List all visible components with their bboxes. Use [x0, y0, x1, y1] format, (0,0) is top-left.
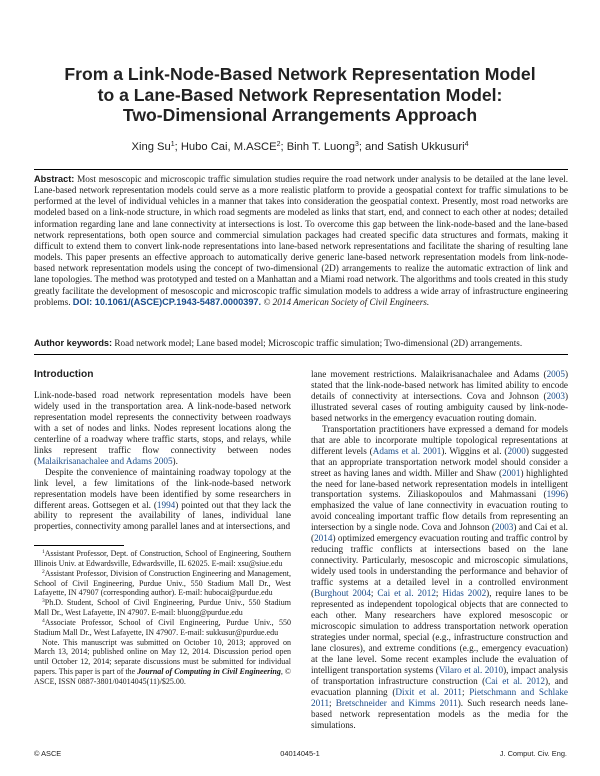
body-text: ), and evacuation planning ( [311, 675, 568, 697]
body-text: ) emphasized the value of lane connectivity in evacuation routing to avoid concealing important traffic flow details from representing an intersection by a single node. Cova and Johnson ( [311, 489, 568, 533]
keywords-text: Road network model; Lane based model; Microscopic traffic simulation; Two-dimensional (2D) arrangements. [114, 338, 523, 348]
manuscript-note [34, 638, 291, 687]
body-text: ). Wiggins et al. ( [441, 445, 508, 456]
abstract-text: Most mesoscopic and microscopic traffic simulation studies require the road network under analysis to be detailed at the lane level. Lane-based network representation models could serve as a more realistic platform to provide a geospatial context for traffic simulations to be performed at the level of individual vehicles in a manner that takes into consideration the geospatial context. Presently, most road networks are modeled based on a link-node structure, in which road segments are modeled as links that start, end, and connect to each other at nodes; detailed information regarding lane and lane connectivity at intersections is lost. To overcome this gap between the link-node-based and the lane-based network representations, both open source and commercial simulation packages had created specific data structures and formats, making it difficult to extend them to convert link-node representations into lane-based network representations and facilitate the sharing of resulting lane models. This paper presents an effective approach to automatically derive generic lane-based network representation models from link-node-based network representation models using the concept of two-dimensional (2D) arrangements to realize the automatic extraction of link and lane topologies. The method was prototyped and tested on a Manhattan and a Miami road network. The algorithms and tools created in this study greatly facilitate the development of mesoscopic and microscopic traffic simulation models to address a wide array of infrastructure engineering problems. [34, 174, 569, 307]
body-text: ; [435, 588, 443, 599]
footnotes [34, 545, 291, 687]
citation-link[interactable]: 2005 [546, 369, 565, 379]
author-affiliation-mark: 3 [354, 141, 359, 148]
footnote-mark: 2 [42, 568, 45, 575]
body-paragraph [34, 390, 291, 467]
footnote-list [34, 549, 291, 638]
author-affiliation-mark: 2 [276, 141, 281, 148]
paper-title [40, 64, 560, 126]
body-text: ), require lanes to be represented as independent topological objects that are connected to each other. Many researchers have explored mesoscopic or microscopic simulation to address transportation network operation strategies under normal, special (e.g., infrastructure construction and lane closures), and extreme conditions (e.g., emergency evacuation) at the lane level. Some recent examples include the evaluation of intelligent transportation systems ( [311, 588, 568, 675]
citation-link[interactable]: Cai et al. 2012 [485, 675, 545, 686]
citation-link[interactable]: 2003 [495, 522, 514, 533]
left-column-body [34, 390, 291, 532]
author-separator: ; [280, 141, 287, 153]
abstract-label: Abstract: [34, 174, 75, 184]
affiliation-footnote [34, 569, 291, 599]
citation-link[interactable]: 1994 [156, 499, 176, 510]
body-text: Despite the convenience of maintaining roadway topology at the link level, a few limitations of the link-node-based network representation models have been identified by some researchers in different areas. Gottsegen et al. ( [34, 466, 291, 510]
footnote-text: Assistant Professor, Division of Construction Engineering and Management, School of Civil Engineering, Purdue Univ., 550 Stadium Mall Dr., West Lafayette, IN 47907 (corresponding author). E-mail: hubocai@purdue.edu [34, 568, 291, 598]
title-line: Two-Dimensional Arrangements Approach [122, 105, 478, 125]
citation-link[interactable]: Pietschmann and Schlake 2011 [311, 686, 568, 708]
citation-link[interactable]: Vilaro et al. 2010 [438, 664, 504, 675]
author-affiliation-mark: 1 [170, 141, 175, 148]
body-text: ) illustrated several cases of routing ambiguity caused by link-node-based networks in the emergency evacuation routing domain. [311, 390, 568, 423]
citation-link[interactable]: 1996 [546, 489, 565, 500]
author-list [40, 140, 560, 154]
body-paragraph [311, 369, 568, 424]
body-text: ) highlighted the need for lane-based network representation models in intelligent transportation systems. Ziliaskopoulos and Mahmassani ( [311, 467, 568, 500]
copyright-notice: © 2014 American Society of Civil Engineers. [263, 296, 430, 307]
left-column [34, 369, 291, 532]
author-affiliation-mark: 4 [464, 141, 469, 148]
keywords-label: Author keywords: [34, 338, 113, 348]
section-heading: Introduction [34, 369, 94, 380]
abstract [34, 174, 568, 308]
footnote-mark: 3 [42, 598, 45, 605]
doi-link[interactable]: DOI: 10.1061/(ASCE)CP.1943-5487.0000397. [72, 296, 262, 307]
citation-link[interactable]: Cai et al. 2012 [377, 588, 436, 599]
body-text: ) and Cai et al. ( [311, 522, 568, 544]
footer-publisher: © ASCE [34, 749, 62, 758]
body-text: ) suggested that an appropriate transportation network model should consider a street as having lanes and width. Miller and Shaw ( [311, 445, 569, 478]
footer-journal: J. Comput. Civ. Eng. [499, 749, 567, 758]
footnote-mark: 1 [42, 549, 45, 555]
body-text: ), impact analysis of transportation infrastructure construction ( [311, 664, 568, 686]
abstract-bottom-rule [34, 354, 568, 355]
affiliation-footnote [34, 598, 291, 618]
author-name: Xing Su [131, 141, 171, 153]
footnote-text: Ph.D. Student, School of Civil Engineering, Purdue Univ., 550 Stadium Mall Dr., West Lafayette, IN 47907. E-mail: bluong@purdue.edu [34, 598, 291, 618]
footnote-text: Assistant Professor, Dept. of Construction, School of Engineering, Southern Illinois Univ. at Edwardsville, Edwardsville, IL 62025. E-mail: xsu@siue.edu [34, 549, 291, 568]
footnote-text: Associate Professor, School of Civil Engineering, Purdue Univ., 550 Stadium Mall Dr., West Lafayette, IN 47907. E-mail: sukkusur@purdue.edu [34, 617, 291, 637]
abstract-top-rule [34, 169, 568, 170]
title-line: to a Lane-Based Network Representation Model: [97, 84, 503, 105]
citation-link[interactable]: Adams et al. 2001 [372, 445, 442, 456]
footnote-rule [34, 545, 124, 546]
author-keywords [34, 338, 568, 349]
author-name: Hubo Cai, M.ASCE [180, 141, 277, 153]
author-name: Binh T. Luong [286, 141, 355, 153]
body-text: ) pointed out that they lack the ability to represent the availability of lanes, individual lane properties, connectivity among parallel lanes and at intersections, and [34, 499, 292, 532]
citation-link[interactable]: Bretschneider and Kimms 2011 [335, 697, 458, 708]
body-text: ; [370, 588, 378, 599]
author-separator: ; and [358, 141, 387, 153]
body-text: lane movement restrictions. Malaikrisanachalee and Adams ( [311, 369, 547, 379]
body-text: ; [329, 697, 336, 708]
citation-link[interactable]: Hidas 2002 [442, 588, 487, 599]
body-text: ). [172, 455, 178, 466]
body-text: Link-node-based road network representation models have been widely used in the transportation area. A link-node-based network representation model represents the connectivity between roadways with a set of nodes and links. Nodes represent locations along the centerline of a roadway where traffic starts, stops, and relays, while links represent traffic flow connectivity between nodes ( [34, 390, 291, 466]
body-text: ). Such research needs lane-based network representation models as the media for the simulations. [311, 697, 568, 730]
citation-link[interactable]: 2014 [314, 533, 333, 544]
citation-link[interactable]: 2003 [546, 390, 565, 401]
journal-name: Journal of Computing in Civil Engineering [137, 667, 281, 677]
note-text: Note. This manuscript was submitted on October 10, 2013; approved on March 13, 2014; published online on May 12, 2014. Discussion period open until October 12, 2014; separate discussions must be submitted for individual papers. This paper is part of the [34, 637, 291, 677]
body-text: Transportation practitioners have expressed a demand for models that are able to incorporate multiple topological representations at different levels ( [311, 423, 568, 456]
citation-link[interactable]: 2001 [502, 467, 521, 478]
right-column-body [311, 369, 568, 730]
citation-link[interactable]: Malaikrisanachalee and Adams 2005 [37, 455, 173, 466]
citation-link[interactable]: Dixit et al. 2011 [395, 686, 463, 697]
body-text: ; [462, 686, 470, 697]
footer-page-id: 04014045-1 [280, 749, 320, 758]
title-line: From a Link-Node-Based Network Representation Model [64, 64, 536, 84]
affiliation-footnote [34, 618, 291, 638]
right-column [311, 369, 568, 730]
body-paragraph [34, 467, 291, 533]
citation-link[interactable]: Burghout 2004 [314, 588, 371, 599]
body-text: ) stated that the link-node-based network has limited ability to encode details of connectivity at intersections. Cova and Johnson ( [311, 369, 568, 401]
affiliation-footnote [34, 549, 291, 569]
footnote-mark: 4 [42, 617, 45, 624]
citation-link[interactable]: 2000 [507, 445, 526, 456]
author-separator: ; [174, 141, 181, 153]
body-paragraph [311, 424, 568, 731]
author-name: Satish Ukkusuri [386, 141, 465, 153]
body-text: ) optimized emergency evacuation routing and traffic control by reducing traffic conflicts at intersections based on the lane connectivity. Particularly, mesoscopic and microscopic simulations, widely used tools in understanding the performance and behavior of traffic systems at a detailed level in a controlled environment ( [311, 533, 568, 599]
note-text-end: , © ASCE, ISSN 0887-3801/04014045(11)/$25.00. [34, 667, 291, 686]
